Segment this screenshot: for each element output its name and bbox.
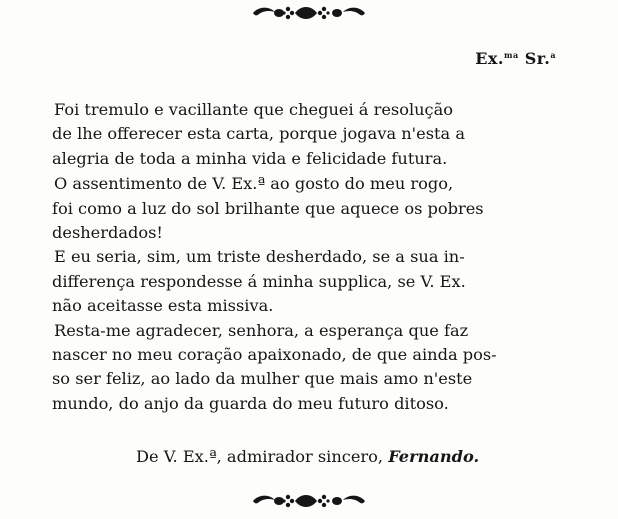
top-ornament [0, 4, 618, 22]
salutation-sup-1: ma [504, 50, 519, 60]
paragraph-3 [54, 245, 574, 318]
text-line: mundo, do anjo da guarda do meu futuro ditoso. [52, 393, 449, 413]
text-line: de lhe offerecer esta carta, porque jogava n'esta a [52, 124, 465, 144]
salutation-sup-2: a [550, 50, 556, 60]
paragraph-4 [54, 319, 574, 417]
letter-body [54, 98, 574, 416]
bottom-ornament [0, 492, 618, 510]
text-line: so ser feliz, ao lado da mulher que mais amo n'este [52, 369, 473, 389]
paragraph-2 [54, 172, 574, 245]
text-line: foi como a luz do sol brilhante que aquece os pobres [52, 198, 484, 218]
closing-text: De V. Ex.ª, admirador sincero, [136, 447, 389, 466]
paragraph-1 [54, 98, 574, 171]
text-line: Resta-me agradecer, senhora, a esperança que faz [54, 320, 469, 340]
text-line: alegria de toda a minha vida e felicidade futura. [52, 148, 448, 168]
salutation-title: Ex. [475, 49, 504, 68]
signature: Fernando. [388, 447, 480, 466]
fleuron-icon [251, 492, 367, 510]
text-line: desherdados! [52, 223, 163, 243]
text-line: E eu seria, sim, um triste desherdado, se a sua in- [54, 247, 465, 267]
salutation-title-2: Sr. [518, 49, 551, 68]
text-line: não aceitasse esta missiva. [52, 296, 274, 316]
closing-line [136, 447, 479, 466]
text-line: O assentimento de V. Ex.ª ao gosto do meu rogo, [54, 174, 454, 194]
text-line: nascer no meu coração apaixonado, de que ainda pos- [52, 345, 497, 365]
text-line: differença respondesse á minha supplica, se V. Ex. [52, 271, 466, 291]
fleuron-icon [251, 4, 367, 22]
text-line: Foi tremulo e vacillante que cheguei á resolução [54, 100, 454, 119]
salutation [475, 49, 556, 68]
